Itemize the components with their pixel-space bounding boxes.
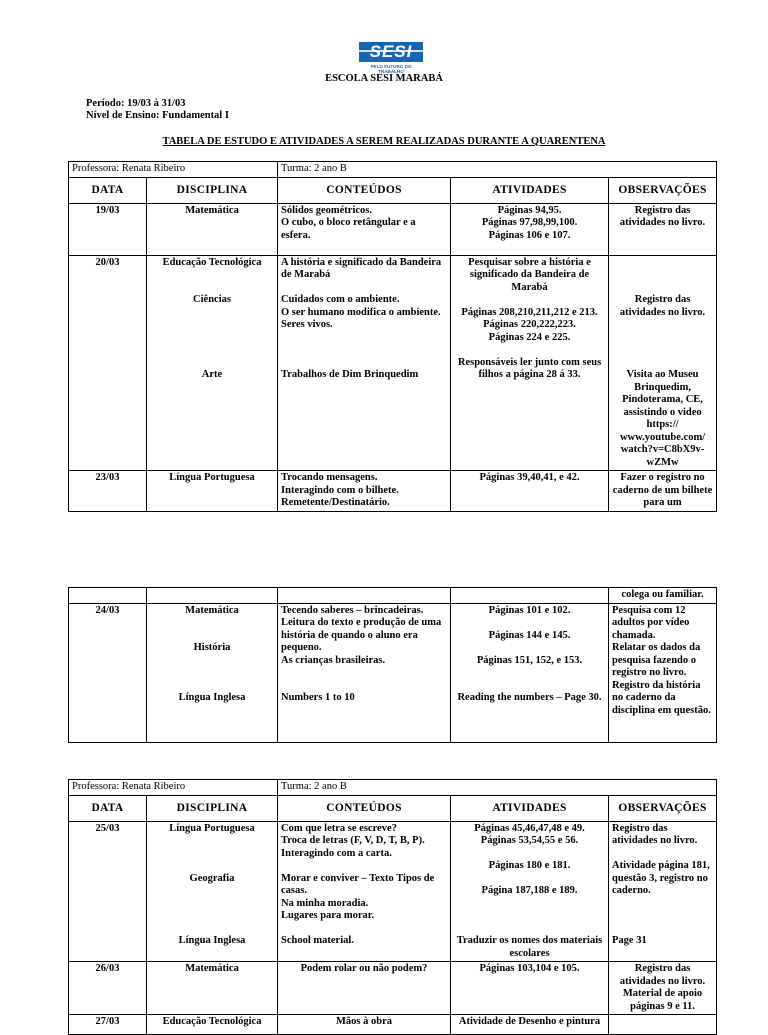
schedule-table-3 xyxy=(68,779,717,1035)
education-level: Nível de Ensino: Fundamental I xyxy=(86,110,229,121)
table-row xyxy=(69,603,717,742)
content-cell: A história e significado da Bandeira de Marabá Cuidados com o ambiente. O ser humano modifica o ambiente. Seres vivos. Trabalhos de Dim Brinquedim xyxy=(278,255,451,471)
col-header-observations: OBSERVAÇÕES xyxy=(609,795,717,821)
observations-cell: Pesquisa com 12 adultos por vídeo chamada. Relatar os dados da pesquisa fazendo o registro no livro. Registro da história no caderno da disciplina em questão. xyxy=(609,603,717,742)
date-cell: 26/03 xyxy=(69,962,147,1015)
observations-cell: Registro das atividades no livro. Visita ao Museu Brinquedim, Pindoterama, CE, assistindo o video https:// www.youtube.com/ watch?v=C8bX9v-wZMw xyxy=(609,255,717,471)
activities-cell: Páginas 101 e 102. Páginas 144 e 145. Páginas 151, 152, e 153. Reading the numbers – Page 30. xyxy=(451,603,609,742)
table-row xyxy=(69,588,717,604)
col-header-date: DATA xyxy=(69,177,147,203)
school-name: ESCOLA SESI MARABÁ xyxy=(325,73,443,84)
date-cell: 19/03 xyxy=(69,203,147,255)
activities-cell: Páginas 103,104 e 105. xyxy=(451,962,609,1015)
teacher-name: Professora: Renata Ribeiro xyxy=(69,780,278,796)
date-cell: 25/03 xyxy=(69,821,147,962)
col-header-observations: OBSERVAÇÕES xyxy=(609,177,717,203)
content-cell: Podem rolar ou não podem? xyxy=(278,962,451,1015)
content-cell: Mãos à obra xyxy=(278,1015,451,1035)
period: Período: 19/03 à 31/03 xyxy=(86,98,186,109)
schedule-table-2 xyxy=(68,587,717,743)
col-header-content: CONTEÚDOS xyxy=(278,795,451,821)
content-cell: Trocando mensagens. Interagindo com o bilhete. Remetente/Destinatário. xyxy=(278,471,451,512)
logo-tagline: PELO FUTURO DO TRABALHO xyxy=(370,64,412,74)
table-row xyxy=(69,203,717,255)
date-cell: 24/03 xyxy=(69,603,147,742)
sesi-logo xyxy=(359,42,423,72)
observations-cell: Registro das atividades no livro. xyxy=(609,203,717,255)
date-cell: 20/03 xyxy=(69,255,147,471)
content-cell: Tecendo saberes – brincadeiras. Leitura do texto e produção de uma história de quando o aluno era pequeno. As crianças brasileiras. Numbers 1 to 10 xyxy=(278,603,451,742)
col-header-activities: ATIVIDADES xyxy=(451,795,609,821)
teacher-name: Professora: Renata Ribeiro xyxy=(69,162,278,178)
discipline-cell: Matemática xyxy=(147,203,278,255)
content-cell: Sólidos geométricos. O cubo, o bloco retângular e a esfera. xyxy=(278,203,451,255)
activities-cell: Páginas 45,46,47,48 e 49. Páginas 53,54,55 e 56. Páginas 180 e 181. Página 187,188 e 189. Traduzir os nomes dos materiais escolares xyxy=(451,821,609,962)
activities-cell: Pesquisar sobre a história e significado da Bandeira de Marabá Páginas 208,210,211,212 e 213. Páginas 220,222,223. Páginas 224 e 225. Responsáveis ler junto com seus filhos a página 28 á 33. xyxy=(451,255,609,471)
col-header-discipline: DISCIPLINA xyxy=(147,177,278,203)
discipline-cell: Língua Portuguesa xyxy=(147,471,278,512)
activities-cell: Atividade de Desenho e pintura xyxy=(451,1015,609,1035)
discipline-cell: Educação Tecnológica Ciências Arte xyxy=(147,255,278,471)
table-row xyxy=(69,255,717,471)
empty-cell xyxy=(451,588,609,604)
activities-cell: Páginas 94,95. Páginas 97,98,99,100. Páginas 106 e 107. xyxy=(451,203,609,255)
empty-cell xyxy=(278,588,451,604)
discipline-cell: Matemática xyxy=(147,962,278,1015)
document-title: TABELA DE ESTUDO E ATIVIDADES A SEREM REALIZADAS DURANTE A QUARENTENA xyxy=(162,136,606,147)
observations-continuation: colega ou familiar. xyxy=(609,588,717,604)
observations-cell: Registro das atividades no livro. Atividade página 181, questão 3, registro no caderno. Page 31 xyxy=(609,821,717,962)
logo-text: SESI xyxy=(369,42,413,61)
observations-cell: Registro das atividades no livro. Material de apoio páginas 9 e 11. xyxy=(609,962,717,1015)
col-header-date: DATA xyxy=(69,795,147,821)
table-row xyxy=(69,962,717,1015)
schedule-table-1 xyxy=(68,161,717,512)
table-row xyxy=(69,471,717,512)
content-cell: Com que letra se escreve? Troca de letras (F, V, D, T, B, P). Interagindo com a carta. Morar e conviver – Texto Tipos de casas. Na minha moradia. Lugares para morar. School material. xyxy=(278,821,451,962)
observations-cell xyxy=(609,1015,717,1035)
discipline-cell: Educação Tecnológica xyxy=(147,1015,278,1035)
table-row xyxy=(69,1015,717,1035)
col-header-discipline: DISCIPLINA xyxy=(147,795,278,821)
date-cell: 27/03 xyxy=(69,1015,147,1035)
table-row xyxy=(69,821,717,962)
empty-cell xyxy=(147,588,278,604)
col-header-content: CONTEÚDOS xyxy=(278,177,451,203)
activities-cell: Páginas 39,40,41, e 42. xyxy=(451,471,609,512)
empty-cell xyxy=(69,588,147,604)
discipline-cell: Matemática História Língua Inglesa xyxy=(147,603,278,742)
date-cell: 23/03 xyxy=(69,471,147,512)
observations-cell: Fazer o registro no caderno de um bilhete para um xyxy=(609,471,717,512)
col-header-activities: ATIVIDADES xyxy=(451,177,609,203)
discipline-cell: Língua Portuguesa Geografia Língua Inglesa xyxy=(147,821,278,962)
class-name: Turma: 2 ano B xyxy=(278,780,717,796)
class-name: Turma: 2 ano B xyxy=(278,162,717,178)
